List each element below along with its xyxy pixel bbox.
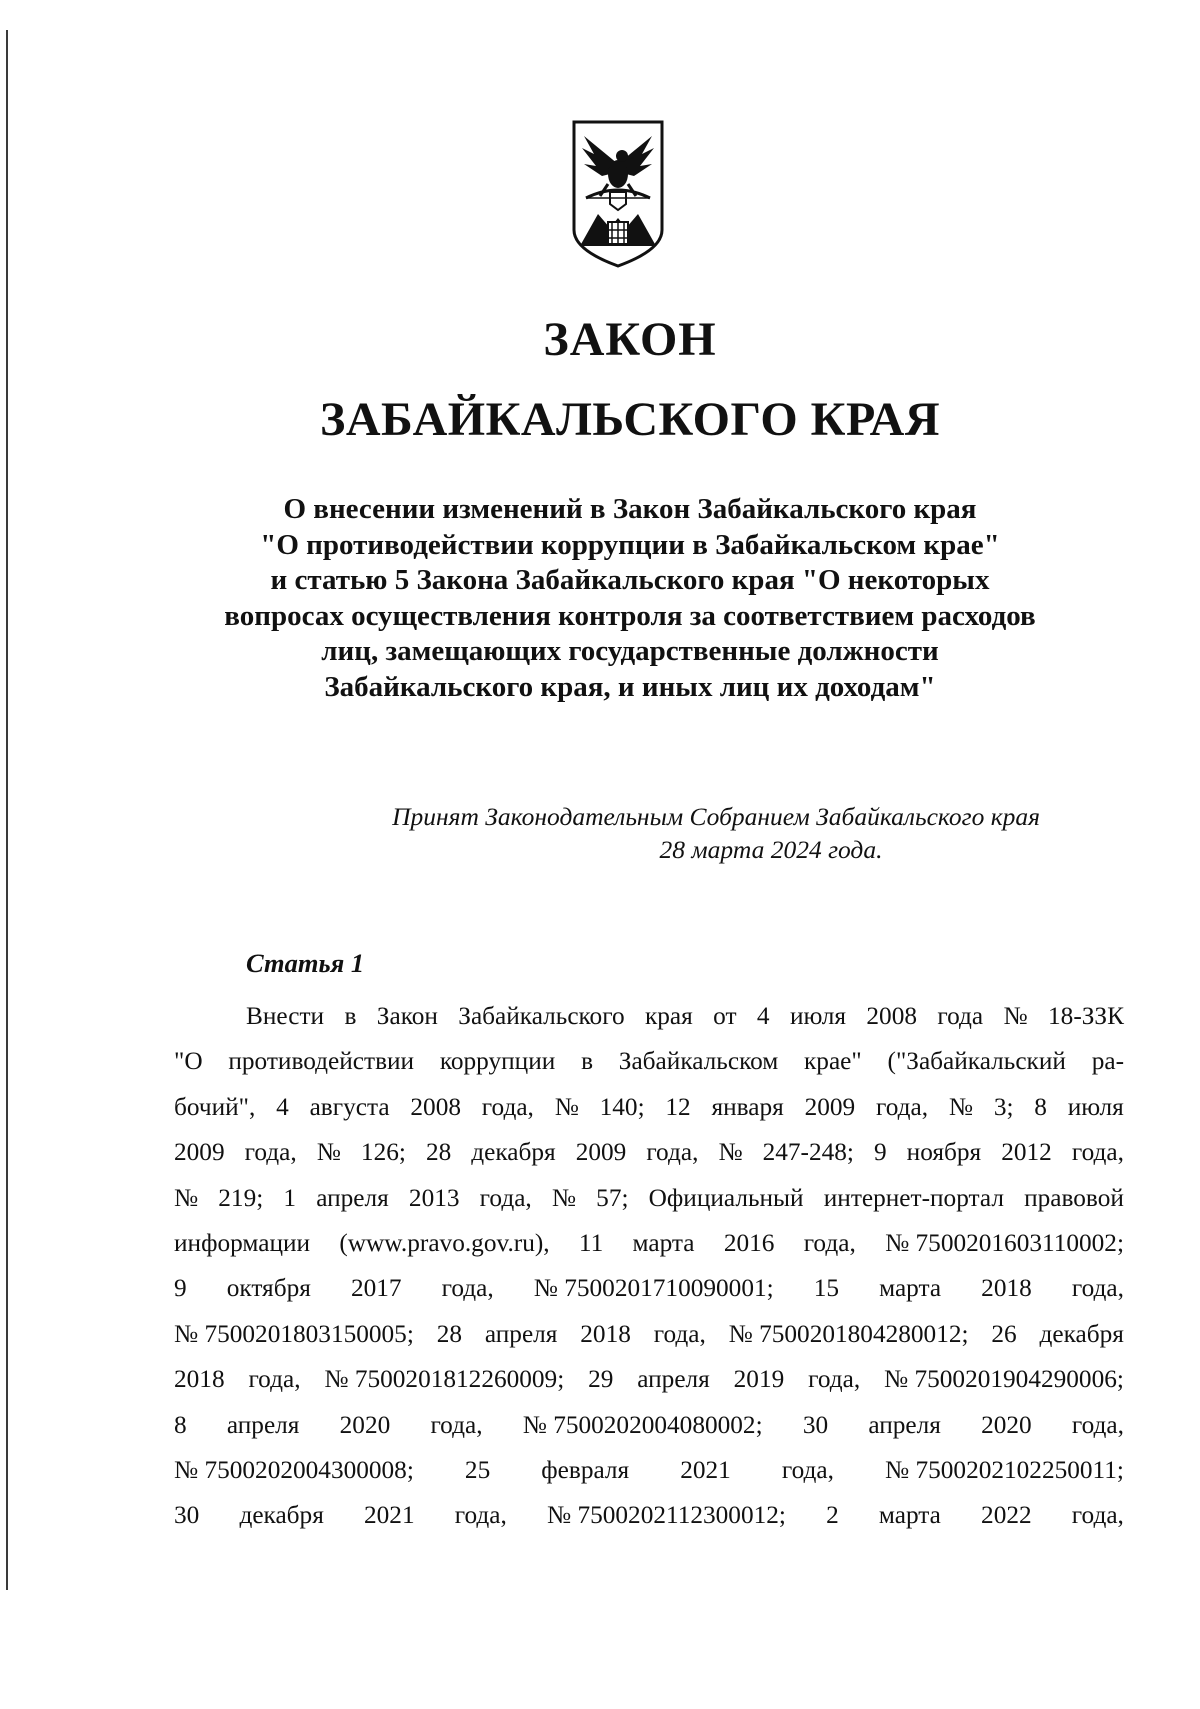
article-word: 140; bbox=[599, 1092, 645, 1121]
article-word: июля bbox=[1067, 1092, 1124, 1121]
article-word: марта bbox=[878, 1501, 941, 1530]
article-word: 2008 bbox=[866, 1002, 917, 1030]
article-word: года, bbox=[454, 1501, 507, 1530]
adoption-body-line: Принят Законодательным Собранием Забайкальского края bbox=[392, 802, 1040, 831]
adoption-date-line: 28 марта 2024 года. bbox=[659, 835, 883, 864]
article-word: № bbox=[718, 1138, 743, 1167]
subject-line: вопросах осуществления контроля за соответствием расходов bbox=[224, 599, 1036, 632]
article-word: года, bbox=[248, 1365, 301, 1394]
subject-line: О внесении изменений в Закон Забайкальского края bbox=[283, 493, 977, 525]
article-word: Внести bbox=[246, 1002, 325, 1030]
article-word: года, bbox=[1071, 1410, 1124, 1439]
article-word: 2021 bbox=[680, 1456, 731, 1485]
article-word: 12 bbox=[665, 1092, 691, 1121]
article-word: года, bbox=[875, 1092, 929, 1121]
article-word: 2009 bbox=[174, 1138, 225, 1167]
article-word: 2012 bbox=[1001, 1138, 1052, 1167]
article-word: Забайкальском bbox=[618, 1047, 779, 1076]
article-word: октября bbox=[226, 1274, 311, 1303]
article-word: № bbox=[1003, 1002, 1028, 1030]
article-word: 25 bbox=[464, 1456, 491, 1485]
article-text-line bbox=[174, 994, 1124, 1039]
article-word: 30 bbox=[174, 1501, 200, 1530]
article-word: 2021 bbox=[364, 1501, 415, 1530]
article-word: года, bbox=[479, 1183, 532, 1212]
article-word: 28 bbox=[436, 1319, 463, 1348]
article-word: августа bbox=[309, 1092, 390, 1121]
article-word: 126; bbox=[360, 1138, 406, 1167]
law-subject-heading bbox=[0, 492, 1200, 705]
article-word: 2016 bbox=[723, 1229, 775, 1258]
article-word: года, bbox=[430, 1410, 483, 1439]
article-text-line bbox=[174, 1130, 1124, 1175]
article-word: года, bbox=[803, 1229, 856, 1258]
article-word: года, bbox=[808, 1365, 861, 1394]
article-word: 2019 bbox=[733, 1365, 785, 1394]
article-word: февраля bbox=[541, 1456, 630, 1485]
article-word: 4 bbox=[276, 1092, 289, 1121]
zabaykalsky-krai-coat-of-arms-icon bbox=[570, 118, 666, 270]
article-word: от bbox=[713, 1002, 737, 1030]
article-text-line bbox=[174, 1493, 1124, 1538]
article-word: 247-248; bbox=[762, 1138, 854, 1167]
article-word: апреля bbox=[316, 1183, 389, 1212]
article-word: года, bbox=[244, 1138, 297, 1167]
article-word: № bbox=[316, 1138, 341, 1167]
article-word: № 7500202112300012; bbox=[547, 1501, 786, 1530]
article-word: года, bbox=[646, 1138, 699, 1167]
article-word: апреля bbox=[484, 1319, 558, 1348]
subject-line: лиц, замещающих государственные должности bbox=[321, 635, 939, 667]
article-word: июля bbox=[789, 1002, 847, 1030]
article-word: 2018 bbox=[580, 1319, 631, 1348]
article-text-line bbox=[174, 1448, 1124, 1493]
article-heading: Статья 1 bbox=[246, 948, 365, 978]
article-text-line bbox=[174, 1266, 1124, 1311]
article-text-line bbox=[174, 1085, 1124, 1130]
article-word: 9 bbox=[174, 1274, 187, 1303]
article-word: информации bbox=[174, 1229, 311, 1258]
article-word: марта bbox=[879, 1274, 942, 1303]
article-word: 8 bbox=[1034, 1092, 1047, 1121]
article-word: года, bbox=[781, 1456, 834, 1485]
article-word: № 7500201803150005; bbox=[174, 1319, 414, 1348]
article-text-line bbox=[174, 1039, 1124, 1084]
article-word: 57; bbox=[596, 1183, 629, 1212]
article-word: 8 bbox=[174, 1410, 187, 1439]
article-word: 29 bbox=[588, 1365, 614, 1394]
article-word: 2008 bbox=[410, 1092, 461, 1121]
article-word: 11 bbox=[578, 1229, 604, 1258]
article-word: противодействии bbox=[228, 1047, 415, 1076]
article-word: ра- bbox=[1091, 1047, 1124, 1076]
article-word: 15 bbox=[813, 1274, 840, 1303]
article-word: бочий", bbox=[174, 1092, 256, 1121]
article-word: № 7500201804280012; bbox=[728, 1319, 969, 1348]
article-word: года, bbox=[481, 1092, 534, 1121]
article-word: Официальный bbox=[648, 1183, 804, 1212]
article-word: марта bbox=[632, 1229, 695, 1258]
article-word: года, bbox=[1071, 1501, 1124, 1530]
subject-line: Забайкальского края, и иных лиц их доходам" bbox=[324, 670, 936, 703]
article-word: декабря bbox=[239, 1501, 324, 1530]
article-text-line bbox=[174, 1221, 1124, 1266]
article-word: декабря bbox=[1039, 1319, 1124, 1348]
subject-line: "О противодействии коррупции в Забайкальском крае" bbox=[260, 528, 1000, 561]
article-word: 9 bbox=[873, 1138, 887, 1167]
article-word: апреля bbox=[868, 1410, 941, 1439]
article-word: № bbox=[551, 1183, 577, 1212]
article-word: "О bbox=[174, 1047, 203, 1076]
adoption-note bbox=[0, 800, 1200, 866]
article-word: 2013 bbox=[408, 1183, 460, 1212]
article-word: № 7500202102250011; bbox=[885, 1456, 1124, 1485]
law-region-title: ЗАБАЙКАЛЬСКОГО КРАЯ bbox=[320, 393, 940, 446]
law-title: ЗАКОН bbox=[543, 313, 717, 366]
article-word: 3; bbox=[993, 1092, 1014, 1121]
article-word: 219; bbox=[218, 1183, 264, 1212]
article-text-line bbox=[174, 1403, 1124, 1448]
article-text-line bbox=[174, 1357, 1124, 1402]
article-text-line bbox=[174, 1312, 1124, 1357]
article-word: коррупции bbox=[439, 1047, 556, 1076]
article-word: года bbox=[937, 1002, 984, 1030]
article-word: апреля bbox=[637, 1365, 710, 1394]
article-word: 1 bbox=[283, 1183, 297, 1212]
article-word: крае" bbox=[804, 1047, 862, 1076]
article-word: № 7500202004080002; bbox=[522, 1410, 763, 1439]
article-word: Забайкальского bbox=[458, 1002, 625, 1030]
article-word: года, bbox=[1071, 1274, 1124, 1303]
article-word: года, bbox=[441, 1274, 494, 1303]
article-word: года, bbox=[1071, 1138, 1124, 1167]
article-word: интернет-портал bbox=[823, 1183, 1004, 1212]
article-word: в bbox=[581, 1047, 594, 1076]
article-body-text bbox=[174, 994, 1124, 1539]
article-word: 28 bbox=[425, 1138, 452, 1167]
article-word: 2009 bbox=[804, 1092, 856, 1121]
article-word: № bbox=[948, 1092, 974, 1121]
article-word: № 7500202004300008; bbox=[174, 1456, 414, 1485]
article-word: 4 bbox=[756, 1002, 770, 1030]
article-word: № 7500201812260009; bbox=[324, 1365, 565, 1394]
article-word: 2020 bbox=[981, 1410, 1032, 1439]
article-word: правовой bbox=[1024, 1183, 1124, 1212]
subject-line: и статью 5 Закона Забайкальского края "О некоторых bbox=[270, 564, 990, 596]
article-word: 2009 bbox=[575, 1138, 627, 1167]
article-text-line bbox=[174, 1176, 1124, 1221]
article-word: 2017 bbox=[350, 1274, 402, 1303]
article-word: года, bbox=[653, 1319, 706, 1348]
article-word: 2018 bbox=[981, 1274, 1032, 1303]
article-word: № 7500201904290006; bbox=[884, 1365, 1124, 1394]
article-word: 2018 bbox=[174, 1365, 225, 1394]
article-word: 2022 bbox=[981, 1501, 1032, 1530]
article-word: 30 bbox=[802, 1410, 829, 1439]
article-word: ("Забайкальский bbox=[887, 1047, 1066, 1076]
article-word: ноября bbox=[906, 1138, 982, 1167]
article-word: января bbox=[711, 1092, 784, 1121]
article-word: № bbox=[554, 1092, 579, 1121]
article-word: № bbox=[174, 1183, 199, 1212]
article-word: декабря bbox=[471, 1138, 556, 1167]
article-word: апреля bbox=[226, 1410, 300, 1439]
article-word: № 7500201603110002; bbox=[885, 1229, 1124, 1258]
article-word: 26 bbox=[991, 1319, 1017, 1348]
article-word: 18-ЗЗК bbox=[1048, 1002, 1124, 1030]
article-word: Закон bbox=[376, 1002, 438, 1030]
article-word: № 7500201710090001; bbox=[533, 1274, 774, 1303]
article-word: (www.pravo.gov.ru), bbox=[339, 1229, 550, 1258]
article-word: края bbox=[644, 1002, 693, 1030]
article-word: 2 bbox=[826, 1501, 839, 1530]
article-word: в bbox=[344, 1002, 357, 1030]
article-word: 2020 bbox=[339, 1410, 391, 1439]
